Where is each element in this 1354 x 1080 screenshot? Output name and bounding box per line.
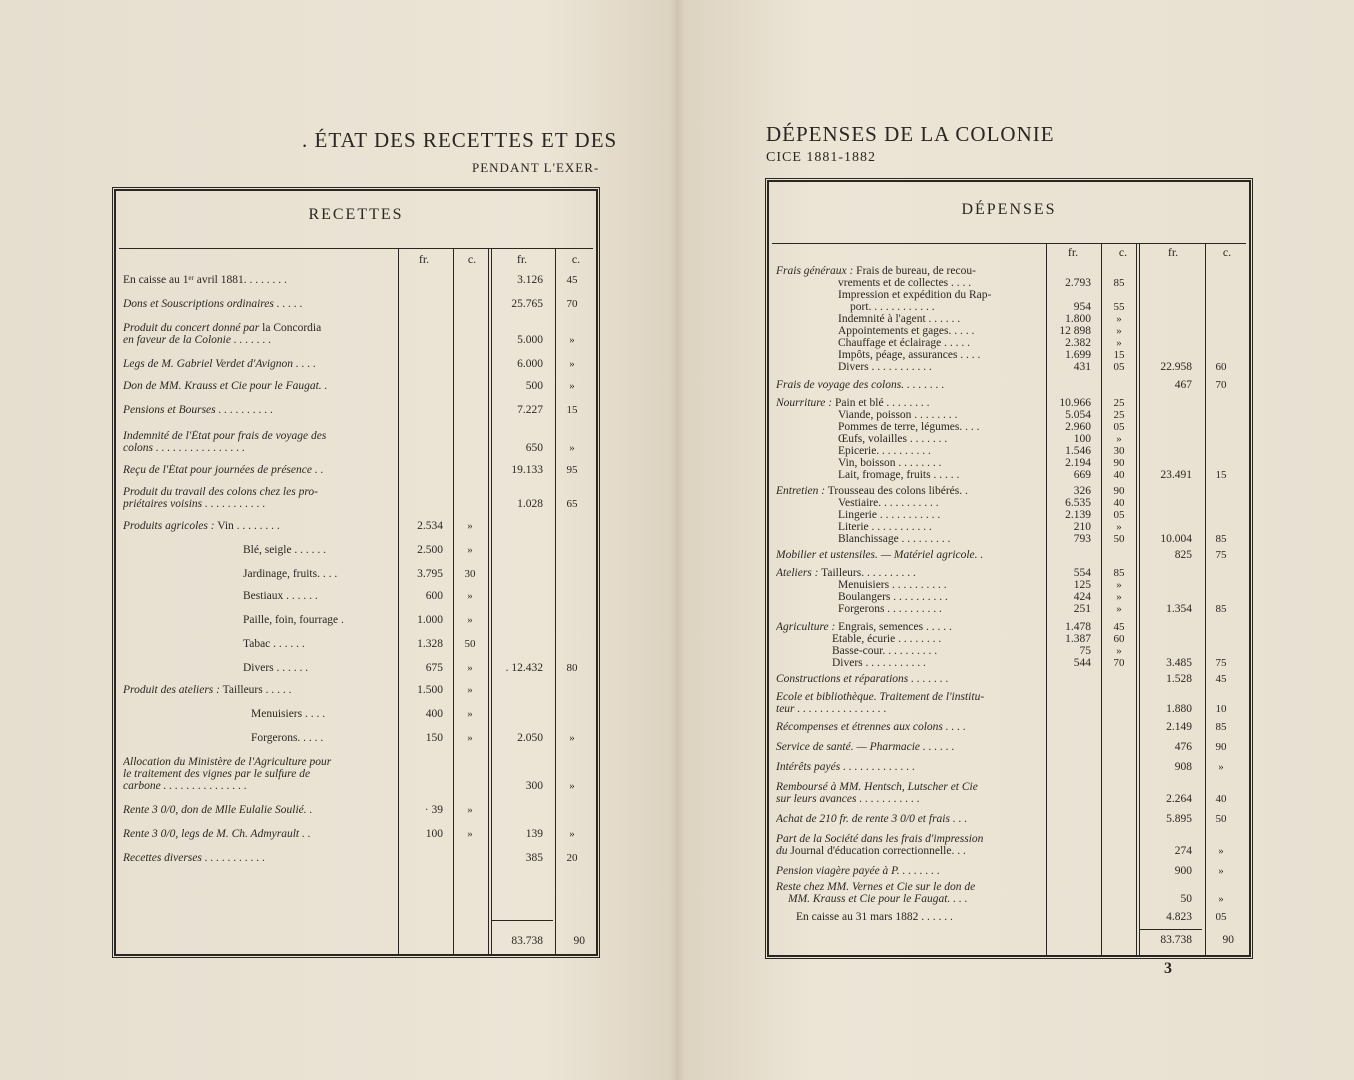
depenses-total-fr: 4.823 xyxy=(1166,911,1192,923)
depenses-total-c: 40 xyxy=(1215,793,1227,805)
recettes-row-label: Jardinage, fruits. . . . xyxy=(243,568,338,580)
depenses-detail-fr: 954 xyxy=(1073,301,1091,313)
recettes-detail-fr: 1.328 xyxy=(417,638,443,650)
depenses-table xyxy=(765,178,1253,959)
recettes-detail-fr: 675 xyxy=(425,662,443,674)
recettes-row xyxy=(115,568,595,581)
recettes-row xyxy=(115,544,595,557)
depenses-total-fr: 1.528 xyxy=(1166,673,1192,685)
recettes-total-fr: 6.000 xyxy=(517,358,543,370)
recettes-detail-c: » xyxy=(467,804,473,816)
depenses-row-label: Ateliers : Tailleurs. . . . . . . . . . xyxy=(776,567,916,579)
depenses-detail-fr: 210 xyxy=(1073,521,1091,533)
recettes-row xyxy=(115,708,595,721)
depenses-detail-fr: 431 xyxy=(1073,361,1091,373)
recettes-detail-c: 50 xyxy=(464,638,476,650)
recettes-total-c: 20 xyxy=(566,852,578,864)
recettes-heading: RECETTES xyxy=(308,206,404,223)
depenses-total-c: 60 xyxy=(1215,361,1227,373)
depenses-row-label: MM. Krauss et Cie pour le Faugat. . . . xyxy=(788,893,968,905)
depenses-row-label: Part de la Société dans les frais d'impression xyxy=(776,833,984,845)
depenses-detail-c: 40 xyxy=(1113,469,1125,481)
depenses-detail-fr: 554 xyxy=(1073,567,1091,579)
depenses-detail-c: 45 xyxy=(1113,621,1125,633)
recettes-row-label: Rente 3 0/0, don de Mlle Eulalie Soulié. . xyxy=(123,804,313,816)
depenses-total-fr: 2.264 xyxy=(1166,793,1192,805)
recettes-row-label: Produits agricoles : Vin . . . . . . . . xyxy=(123,520,280,532)
depenses-row xyxy=(768,703,1248,716)
depenses-row xyxy=(768,603,1248,616)
recettes-total-fr: 3.126 xyxy=(517,274,543,286)
recettes-detail-c: » xyxy=(467,684,473,696)
depenses-row-label: Agriculture : Engrais, semences . . . . . xyxy=(776,621,952,633)
recettes-row xyxy=(115,638,595,651)
col-head-fr-2: fr. xyxy=(1167,245,1179,259)
recettes-row-label: Blé, seigle . . . . . . xyxy=(243,544,327,556)
depenses-row xyxy=(768,813,1248,826)
recettes-row-label: Produit des ateliers : Tailleurs . . . . . xyxy=(123,684,292,696)
recettes-row xyxy=(115,662,595,675)
depenses-row xyxy=(768,911,1248,924)
recettes-row-label: Recettes diverses . . . . . . . . . . . xyxy=(123,852,266,864)
depenses-row xyxy=(768,657,1248,670)
depenses-detail-c: » xyxy=(1116,521,1122,533)
depenses-row xyxy=(768,361,1248,374)
depenses-heading: DÉPENSES xyxy=(961,201,1057,218)
recettes-total-c: » xyxy=(569,358,575,370)
depenses-total-fr: 908 xyxy=(1174,761,1192,773)
recettes-total-c: » xyxy=(569,732,575,744)
recettes-row-label: Bestiaux . . . . . . xyxy=(243,590,318,602)
depenses-total-c: 85 xyxy=(1215,533,1227,545)
col-head-fr-1: fr. xyxy=(1067,245,1079,259)
depenses-detail-fr: 75 xyxy=(1079,645,1091,657)
recettes-total-fr: 1.028 xyxy=(517,498,543,510)
recettes-detail-fr: · 39 xyxy=(424,804,443,816)
recettes-total-c: » xyxy=(569,442,575,454)
depenses-row xyxy=(768,793,1248,806)
depenses-row-label: En caisse au 31 mars 1882 . . . . . . xyxy=(796,911,953,923)
recettes-detail-c: » xyxy=(467,732,473,744)
recettes-row-label: En caisse au 1ᵉʳ avril 1881. . . . . . . . xyxy=(123,274,287,286)
depenses-row-label: Impôts, péage, assurances . . . . xyxy=(838,349,981,361)
depenses-total-fr: 274 xyxy=(1174,845,1192,857)
recettes-total-c: 95 xyxy=(566,464,578,476)
depenses-row xyxy=(768,469,1248,482)
recettes-total-fr: . 12.432 xyxy=(505,662,543,674)
depenses-row-label: Vin, boisson . . . . . . . . xyxy=(838,457,942,469)
recettes-row xyxy=(115,498,595,511)
depenses-detail-c: 90 xyxy=(1113,485,1125,497)
recettes-detail-c: » xyxy=(467,590,473,602)
left-page-subtitle: PENDANT L'EXER- xyxy=(472,160,600,175)
heading-divider xyxy=(119,248,593,249)
recettes-row xyxy=(115,520,595,533)
depenses-detail-fr: 1.699 xyxy=(1065,349,1091,361)
depenses-row-label: Reste chez MM. Vernes et Cie sur le don de xyxy=(776,881,976,893)
depenses-row-label: Frais généraux : Frais de bureau, de recou- xyxy=(776,265,976,277)
depenses-row-label: Service de santé. — Pharmacie . . . . . . xyxy=(776,741,955,753)
recettes-row xyxy=(115,358,595,371)
depenses-detail-fr: 6.535 xyxy=(1065,497,1091,509)
depenses-detail-fr: 2.382 xyxy=(1065,337,1091,349)
depenses-row-label: Mobilier et ustensiles. — Matériel agricole. . xyxy=(776,549,984,561)
recettes-row xyxy=(115,274,595,287)
depenses-detail-fr: 326 xyxy=(1073,485,1091,497)
depenses-row-label: port. . . . . . . . . . . . xyxy=(850,301,935,313)
depenses-detail-fr: 100 xyxy=(1073,433,1091,445)
recettes-row-label: colons . . . . . . . . . . . . . . . . xyxy=(123,442,246,454)
recettes-total-fr: 2.050 xyxy=(517,732,543,744)
depenses-row-label: Viande, poisson . . . . . . . . xyxy=(838,409,958,421)
depenses-detail-c: 25 xyxy=(1113,397,1125,409)
depenses-detail-c: » xyxy=(1116,325,1122,337)
recettes-row xyxy=(115,334,595,347)
depenses-total-fr: 3.485 xyxy=(1166,657,1192,669)
recettes-row-label: Menuisiers . . . . xyxy=(251,708,326,720)
depenses-total-fr: 23.491 xyxy=(1160,469,1192,481)
depenses-detail-c: 90 xyxy=(1113,457,1125,469)
depenses-total-fr: 5.895 xyxy=(1166,813,1192,825)
recettes-row-label: en faveur de la Colonie . . . . . . . xyxy=(123,334,272,346)
recettes-row-label: Dons et Souscriptions ordinaires . . . . . xyxy=(123,298,303,310)
depenses-row-label: Intérêts payés . . . . . . . . . . . . . xyxy=(776,761,915,773)
depenses-row-label: Indemnité à l'agent . . . . . . xyxy=(838,313,961,325)
depenses-total-c: 90 xyxy=(1222,934,1234,946)
recettes-detail-fr: 2.534 xyxy=(417,520,443,532)
depenses-detail-c: 55 xyxy=(1113,301,1125,313)
depenses-detail-c: 30 xyxy=(1113,445,1125,457)
depenses-detail-fr: 544 xyxy=(1073,657,1091,669)
recettes-row-label: Produit du travail des colons chez les pro- xyxy=(123,486,318,498)
depenses-detail-fr: 5.054 xyxy=(1065,409,1091,421)
depenses-row-label: teur . . . . . . . . . . . . . . . . xyxy=(776,703,887,715)
recettes-row-label: Divers . . . . . . xyxy=(243,662,309,674)
depenses-row-label: Œufs, volailles . . . . . . . xyxy=(838,433,948,445)
total-rule xyxy=(491,920,553,921)
depenses-detail-c: » xyxy=(1116,337,1122,349)
recettes-detail-fr: 1.000 xyxy=(417,614,443,626)
recettes-detail-c: » xyxy=(467,544,473,556)
depenses-detail-c: 85 xyxy=(1113,277,1125,289)
recettes-row-label: Paille, foin, fourrage . xyxy=(243,614,344,626)
recettes-total-c: » xyxy=(569,828,575,840)
depenses-detail-c: 40 xyxy=(1113,497,1125,509)
recettes-total-fr: 7.227 xyxy=(517,404,543,416)
recettes-row-label: Produit du concert donné par la Concordia xyxy=(123,322,322,334)
recettes-total-c: » xyxy=(569,334,575,346)
recettes-row-label: Tabac . . . . . . xyxy=(243,638,305,650)
recettes-row-label: Indemnité de l'État pour frais de voyage des xyxy=(123,430,327,442)
depenses-row xyxy=(768,673,1248,686)
depenses-detail-fr: 669 xyxy=(1073,469,1091,481)
depenses-total-c: 50 xyxy=(1215,813,1227,825)
recettes-row xyxy=(115,684,595,697)
depenses-row-label: Blanchissage . . . . . . . . . xyxy=(838,533,951,545)
recettes-total-fr: 300 xyxy=(525,780,543,792)
recettes-total-fr: 5.000 xyxy=(517,334,543,346)
depenses-row-label: Achat de 210 fr. de rente 3 0/0 et frais . . . xyxy=(776,813,968,825)
recettes-total-fr: 385 xyxy=(525,852,543,864)
depenses-detail-c: » xyxy=(1116,591,1122,603)
depenses-total-fr: 467 xyxy=(1174,379,1192,391)
recettes-row-label: Don de MM. Krauss et Cie pour le Faugat. . xyxy=(123,380,328,392)
depenses-detail-c: 85 xyxy=(1113,567,1125,579)
depenses-total-c: 70 xyxy=(1215,379,1227,391)
depenses-detail-fr: 10.966 xyxy=(1059,397,1091,409)
depenses-row-label: du Journal d'éducation correctionnelle. . . xyxy=(776,845,966,857)
depenses-total-c: 85 xyxy=(1215,721,1227,733)
depenses-row-label: Entretien : Trousseau des colons libérés. . xyxy=(776,485,968,497)
recettes-detail-fr: 600 xyxy=(425,590,443,602)
left-page xyxy=(0,0,676,1080)
recettes-row xyxy=(115,732,595,745)
depenses-row-label: Forgerons . . . . . . . . . . xyxy=(838,603,942,615)
depenses-total-c: 85 xyxy=(1215,603,1227,615)
depenses-detail-fr: 12 898 xyxy=(1059,325,1091,337)
depenses-total-c: 45 xyxy=(1215,673,1227,685)
recettes-row xyxy=(115,590,595,603)
depenses-detail-c: » xyxy=(1116,645,1122,657)
depenses-row-label: Récompenses et étrennes aux colons . . . . xyxy=(776,721,966,733)
depenses-detail-c: 15 xyxy=(1113,349,1125,361)
depenses-row xyxy=(768,379,1248,392)
recettes-total-fr: 19.133 xyxy=(511,464,543,476)
recettes-total-c: 80 xyxy=(566,662,578,674)
recettes-total-c: 15 xyxy=(566,404,578,416)
depenses-row-label: Constructions et réparations . . . . . . . xyxy=(776,673,949,685)
depenses-total-c: 05 xyxy=(1215,911,1227,923)
col-head-c-1: c. xyxy=(1118,245,1128,259)
recettes-detail-fr: 2.500 xyxy=(417,544,443,556)
recettes-detail-c: » xyxy=(467,520,473,532)
recettes-row xyxy=(115,852,595,865)
right-page-title: DÉPENSES DE LA COLONIE xyxy=(766,122,1055,146)
recettes-row xyxy=(115,804,595,817)
right-page-subtitle: CICE 1881-1882 xyxy=(766,150,877,165)
depenses-total-fr: 50 xyxy=(1180,893,1192,905)
depenses-total-fr: 476 xyxy=(1174,741,1192,753)
depenses-total-c: » xyxy=(1218,893,1224,905)
page-number: 3 xyxy=(1164,960,1172,977)
recettes-total-c: » xyxy=(569,780,575,792)
col-head-c-2: c. xyxy=(1222,245,1232,259)
depenses-total-c: 15 xyxy=(1215,469,1227,481)
recettes-row xyxy=(115,380,595,393)
depenses-total-fr: 2.149 xyxy=(1166,721,1192,733)
depenses-total-fr: 22.958 xyxy=(1160,361,1192,373)
recettes-table xyxy=(112,187,600,958)
depenses-row-label: Boulangers . . . . . . . . . . xyxy=(838,591,948,603)
depenses-row-label: Vestiaire. . . . . . . . . . . xyxy=(838,497,939,509)
recettes-total-c: 45 xyxy=(566,274,578,286)
depenses-detail-fr: 424 xyxy=(1073,591,1091,603)
depenses-row xyxy=(768,893,1248,906)
col-head-c-1: c. xyxy=(467,252,477,266)
recettes-detail-fr: 400 xyxy=(425,708,443,720)
depenses-row xyxy=(768,533,1248,546)
recettes-total-fr: 25.765 xyxy=(511,298,543,310)
recettes-row-label: Allocation du Ministère de l'Agriculture pour xyxy=(123,756,332,768)
depenses-total-fr: 83.738 xyxy=(1160,934,1192,946)
recettes-row xyxy=(115,298,595,311)
depenses-row-label: Chauffage et éclairage . . . . . xyxy=(838,337,970,349)
depenses-row-label: Epicerie. . . . . . . . . . xyxy=(838,445,931,457)
recettes-total-c: 65 xyxy=(566,498,578,510)
recettes-total-fr: 650 xyxy=(525,442,543,454)
depenses-row-label: vrements et de collectes . . . . xyxy=(838,277,972,289)
recettes-detail-c: » xyxy=(467,828,473,840)
depenses-detail-c: 05 xyxy=(1113,361,1125,373)
recettes-row-label: Legs de M. Gabriel Verdet d'Avignon . . . . xyxy=(123,358,317,370)
depenses-detail-c: » xyxy=(1116,433,1122,445)
depenses-total-fr: 1.880 xyxy=(1166,703,1192,715)
col-head-c-2: c. xyxy=(571,252,581,266)
depenses-detail-fr: 1.546 xyxy=(1065,445,1091,457)
depenses-detail-c: 05 xyxy=(1113,421,1125,433)
depenses-row-label: Divers . . . . . . . . . . . xyxy=(832,657,926,669)
depenses-detail-fr: 125 xyxy=(1073,579,1091,591)
depenses-total-c: 90 xyxy=(1215,741,1227,753)
depenses-row-label: Nourriture : Pain et blé . . . . . . . . xyxy=(776,397,930,409)
depenses-detail-fr: 1.387 xyxy=(1065,633,1091,645)
depenses-total-c: 75 xyxy=(1215,657,1227,669)
recettes-total-c: 70 xyxy=(566,298,578,310)
depenses-row-label: Impression et expédition du Rap- xyxy=(838,289,992,301)
depenses-detail-c: » xyxy=(1116,313,1122,325)
depenses-row-label: Divers . . . . . . . . . . . xyxy=(838,361,932,373)
recettes-row-label: le traitement des vignes par le sulfure de xyxy=(123,768,311,780)
recettes-row-label: Forgerons. . . . . xyxy=(251,732,324,744)
depenses-row-label: Pommes de terre, légumes. . . . xyxy=(838,421,980,433)
depenses-row-label: sur leurs avances . . . . . . . . . . . xyxy=(776,793,920,805)
depenses-detail-fr: 2.139 xyxy=(1065,509,1091,521)
recettes-row-label: Pensions et Bourses . . . . . . . . . . xyxy=(123,404,274,416)
depenses-total-c: 10 xyxy=(1215,703,1227,715)
depenses-row-label: Frais de voyage des colons. . . . . . . . xyxy=(776,379,945,391)
depenses-detail-fr: 2.793 xyxy=(1065,277,1091,289)
depenses-total-c: » xyxy=(1218,865,1224,877)
recettes-detail-fr: 3.795 xyxy=(417,568,443,580)
recettes-row xyxy=(115,442,595,455)
recettes-row xyxy=(115,614,595,627)
recettes-detail-fr: 150 xyxy=(425,732,443,744)
recettes-row-label: Rente 3 0/0, legs de M. Ch. Admyrault . . xyxy=(123,828,311,840)
depenses-row xyxy=(768,865,1248,878)
recettes-detail-fr: 100 xyxy=(425,828,443,840)
total-rule xyxy=(1140,929,1202,930)
depenses-row-label: Literie . . . . . . . . . . . xyxy=(838,521,932,533)
col-head-fr-2: fr. xyxy=(516,252,528,266)
right-page xyxy=(678,0,1354,1080)
recettes-row xyxy=(115,828,595,841)
depenses-detail-fr: 2.960 xyxy=(1065,421,1091,433)
recettes-row xyxy=(115,404,595,417)
recettes-total-c: » xyxy=(569,380,575,392)
depenses-row xyxy=(768,721,1248,734)
depenses-detail-c: 70 xyxy=(1113,657,1125,669)
depenses-detail-fr: 1.478 xyxy=(1065,621,1091,633)
recettes-total-c: 90 xyxy=(573,935,585,947)
depenses-row-label: Basse-cour. . . . . . . . . . xyxy=(832,645,938,657)
depenses-detail-fr: 2.194 xyxy=(1065,457,1091,469)
depenses-detail-c: 05 xyxy=(1113,509,1125,521)
col-head-fr-1: fr. xyxy=(418,252,430,266)
recettes-row-label: carbone . . . . . . . . . . . . . . . xyxy=(123,780,247,792)
recettes-row-label: priétaires voisins . . . . . . . . . . . xyxy=(123,498,266,510)
depenses-detail-c: 60 xyxy=(1113,633,1125,645)
recettes-detail-c: » xyxy=(467,708,473,720)
depenses-row xyxy=(768,741,1248,754)
depenses-row-label: Menuisiers . . . . . . . . . . xyxy=(838,579,947,591)
depenses-detail-c: » xyxy=(1116,603,1122,615)
depenses-total-c: 75 xyxy=(1215,549,1227,561)
depenses-row xyxy=(768,845,1248,858)
depenses-row xyxy=(768,549,1248,562)
recettes-detail-c: 30 xyxy=(464,568,476,580)
recettes-detail-c: » xyxy=(467,662,473,674)
recettes-total-fr: 500 xyxy=(525,380,543,392)
recettes-row-label: Reçu de l'État pour journées de présence . . xyxy=(123,464,324,476)
left-page-title: . ÉTAT DES RECETTES ET DES xyxy=(302,128,618,152)
depenses-row-label: Remboursé à MM. Hentsch, Lutscher et Cie xyxy=(776,781,978,793)
depenses-detail-fr: 1.800 xyxy=(1065,313,1091,325)
depenses-total-fr: 1.354 xyxy=(1166,603,1192,615)
depenses-detail-c: » xyxy=(1116,579,1122,591)
recettes-total-fr: 83.738 xyxy=(511,935,543,947)
depenses-total-c: » xyxy=(1218,845,1224,857)
depenses-total-fr: 10.004 xyxy=(1160,533,1192,545)
depenses-detail-c: 25 xyxy=(1113,409,1125,421)
depenses-row xyxy=(768,761,1248,774)
depenses-row-label: Pension viagère payée à P. . . . . . . . xyxy=(776,865,940,877)
recettes-row xyxy=(115,464,595,477)
depenses-detail-c: 50 xyxy=(1113,533,1125,545)
heading-divider xyxy=(772,243,1246,244)
recettes-detail-c: » xyxy=(467,614,473,626)
recettes-total-fr: 139 xyxy=(525,828,543,840)
depenses-row-label: Ecole et bibliothèque. Traitement de l'institu- xyxy=(776,691,985,703)
depenses-total-fr: 825 xyxy=(1174,549,1192,561)
depenses-detail-fr: 251 xyxy=(1073,603,1091,615)
depenses-total-c: » xyxy=(1218,761,1224,773)
recettes-detail-fr: 1.500 xyxy=(417,684,443,696)
depenses-total-fr: 900 xyxy=(1174,865,1192,877)
depenses-row-label: Etable, écurie . . . . . . . . xyxy=(832,633,942,645)
depenses-row-label: Lait, fromage, fruits . . . . . xyxy=(838,469,960,481)
depenses-row-label: Appointements et gages. . . . . xyxy=(838,325,975,337)
recettes-row xyxy=(115,780,595,793)
depenses-row-label: Lingerie . . . . . . . . . . . xyxy=(838,509,941,521)
depenses-detail-fr: 793 xyxy=(1073,533,1091,545)
